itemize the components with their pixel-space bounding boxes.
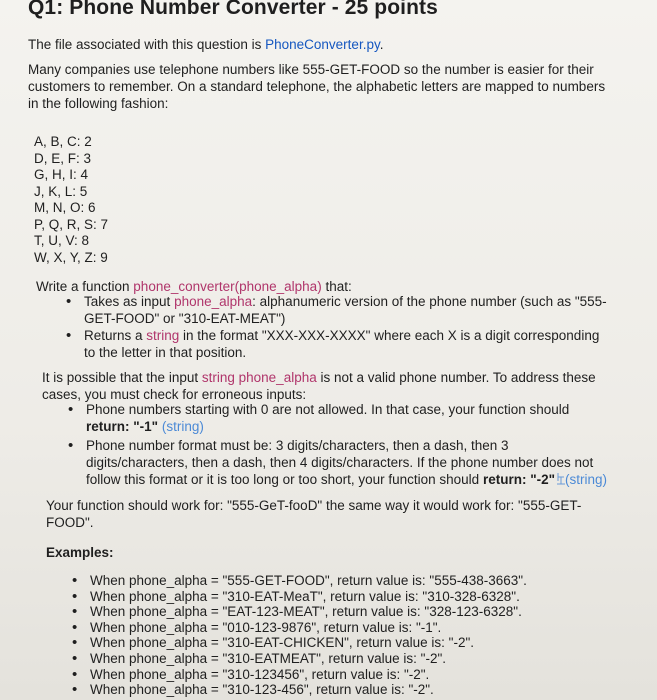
examples-list (68, 573, 628, 698)
text: = "555-GET-FOOD", return value is: "555-438-3663". (207, 573, 527, 588)
text: = "310-EAT-CHICKEN", return value is: "-2". (207, 635, 475, 651)
return-type: (string) (565, 472, 608, 487)
intro-paragraph: Many companies use telephone numbers like 555-GET-FOOD so the number is easier for their customers to remember. On a standard telephone, the alphabetic letters are mapped to numbers in the following fashion: (28, 62, 606, 111)
case-insensitivity-note: Your function should work for: "555-GeT-fooD" the same way it would work for: "555-GET-FOOD". (46, 498, 582, 530)
mapping-row: G, H, I: 4 (34, 167, 89, 182)
text: = "310-EAT-MeaT", return value is: "310-328-6328". (207, 588, 520, 604)
file-line-prefix: The file associated with this question is (28, 37, 266, 52)
example-item (68, 635, 628, 651)
param-name: phone_alpha (129, 682, 208, 698)
text: Takes as input (84, 294, 175, 309)
example-item (68, 667, 628, 683)
mapping-row: P, Q, R, S: 7 (34, 216, 109, 232)
file-line (28, 36, 383, 53)
mapping-row: A, B, C: 2 (34, 134, 92, 149)
text: When (90, 682, 130, 698)
mapping-row: J, K, L: 5 (34, 183, 88, 199)
return-value: : "-1" (125, 419, 159, 434)
text: When (90, 573, 130, 588)
function-intro-prefix: Write a function (36, 279, 134, 294)
text: It is possible that the input (42, 370, 202, 385)
mapping-row: W, X, Y, Z: 9 (34, 249, 108, 265)
text: When (90, 635, 130, 651)
examples-heading: Examples: (46, 545, 114, 560)
letter-mapping-list (34, 134, 108, 266)
text: = "EAT-123-MEAT", return value is: "328-123-6328". (207, 604, 522, 620)
example-item (68, 573, 628, 589)
page-title: Q1: Phone Number Converter - 25 points (28, 0, 438, 19)
text: Phone number format must be: 3 digits/characters, then a dash, then 3 digits/characters, then a dash, then 4 digits/characters. If the phone number does not follow this format or it is too long or too short, your function should (86, 438, 594, 487)
file-name-link[interactable]: PhoneConverter.py (265, 37, 380, 52)
text: : alphanumeric version of the phone number (such as "555-GET-FOOD" or "310-EAT-MEAT") (84, 294, 607, 326)
error-cases-list (64, 401, 612, 488)
text: When (90, 588, 130, 604)
type-name: string (146, 328, 180, 343)
file-line-suffix: . (379, 37, 384, 52)
text: Phone numbers starting with 0 are not allowed. In that case, your function should (86, 402, 570, 417)
function-intro-suffix: that: (321, 279, 352, 294)
list-item (62, 327, 610, 361)
text: = "310-EATMEAT", return value is: "-2". (207, 650, 446, 666)
return-value: : "-2" (521, 472, 556, 487)
mapping-row: T, U, V: 8 (34, 233, 90, 248)
param-name: phone_alpha (174, 294, 253, 309)
mapping-row: D, E, F: 3 (34, 150, 92, 166)
function-signature: phone_converter(phone_alpha) (133, 279, 322, 294)
text: = "310-123456", return value is: "-2". (207, 666, 430, 682)
example-item (68, 620, 628, 636)
text: in the format "XXX-XXX-XXXX" where each X is a digit corresponding to the letter in that position. (84, 328, 600, 360)
param-name: phone_alpha (129, 573, 208, 588)
param-name: phone_alpha (129, 650, 208, 666)
text: Returns a (84, 328, 147, 343)
return-keyword: return (482, 472, 522, 487)
example-item (68, 604, 628, 620)
param-name: phone_alpha (129, 604, 208, 620)
return-keyword: return (86, 419, 126, 434)
list-item (62, 293, 610, 327)
param-name: phone_alpha (129, 588, 208, 604)
param-name: phone_alpha (129, 666, 208, 682)
example-item (68, 682, 628, 698)
list-item (64, 437, 612, 488)
text: When (90, 619, 130, 635)
text: When (90, 604, 130, 620)
return-type: (string) (158, 419, 204, 434)
example-item (68, 589, 628, 605)
text: = "010-123-9876", return value is: "-1". (207, 619, 442, 635)
param-name: phone_alpha (129, 619, 208, 635)
text: = "310-123-456", return value is: "-2". (207, 682, 434, 698)
text: When (90, 666, 130, 682)
text: is not a valid phone number. To address these cases, you must check for erroneous inputs: (42, 370, 596, 402)
param-name: phone_alpha (238, 370, 317, 385)
mouse-cursor-icon (555, 471, 565, 485)
list-item (64, 401, 612, 435)
param-name: phone_alpha (129, 635, 208, 651)
invalid-input-paragraph (42, 369, 610, 403)
text: When (90, 650, 130, 666)
mapping-row: M, N, O: 6 (34, 200, 96, 215)
example-item (68, 651, 628, 667)
function-requirements-list (62, 293, 610, 361)
type-name: string (201, 370, 235, 385)
